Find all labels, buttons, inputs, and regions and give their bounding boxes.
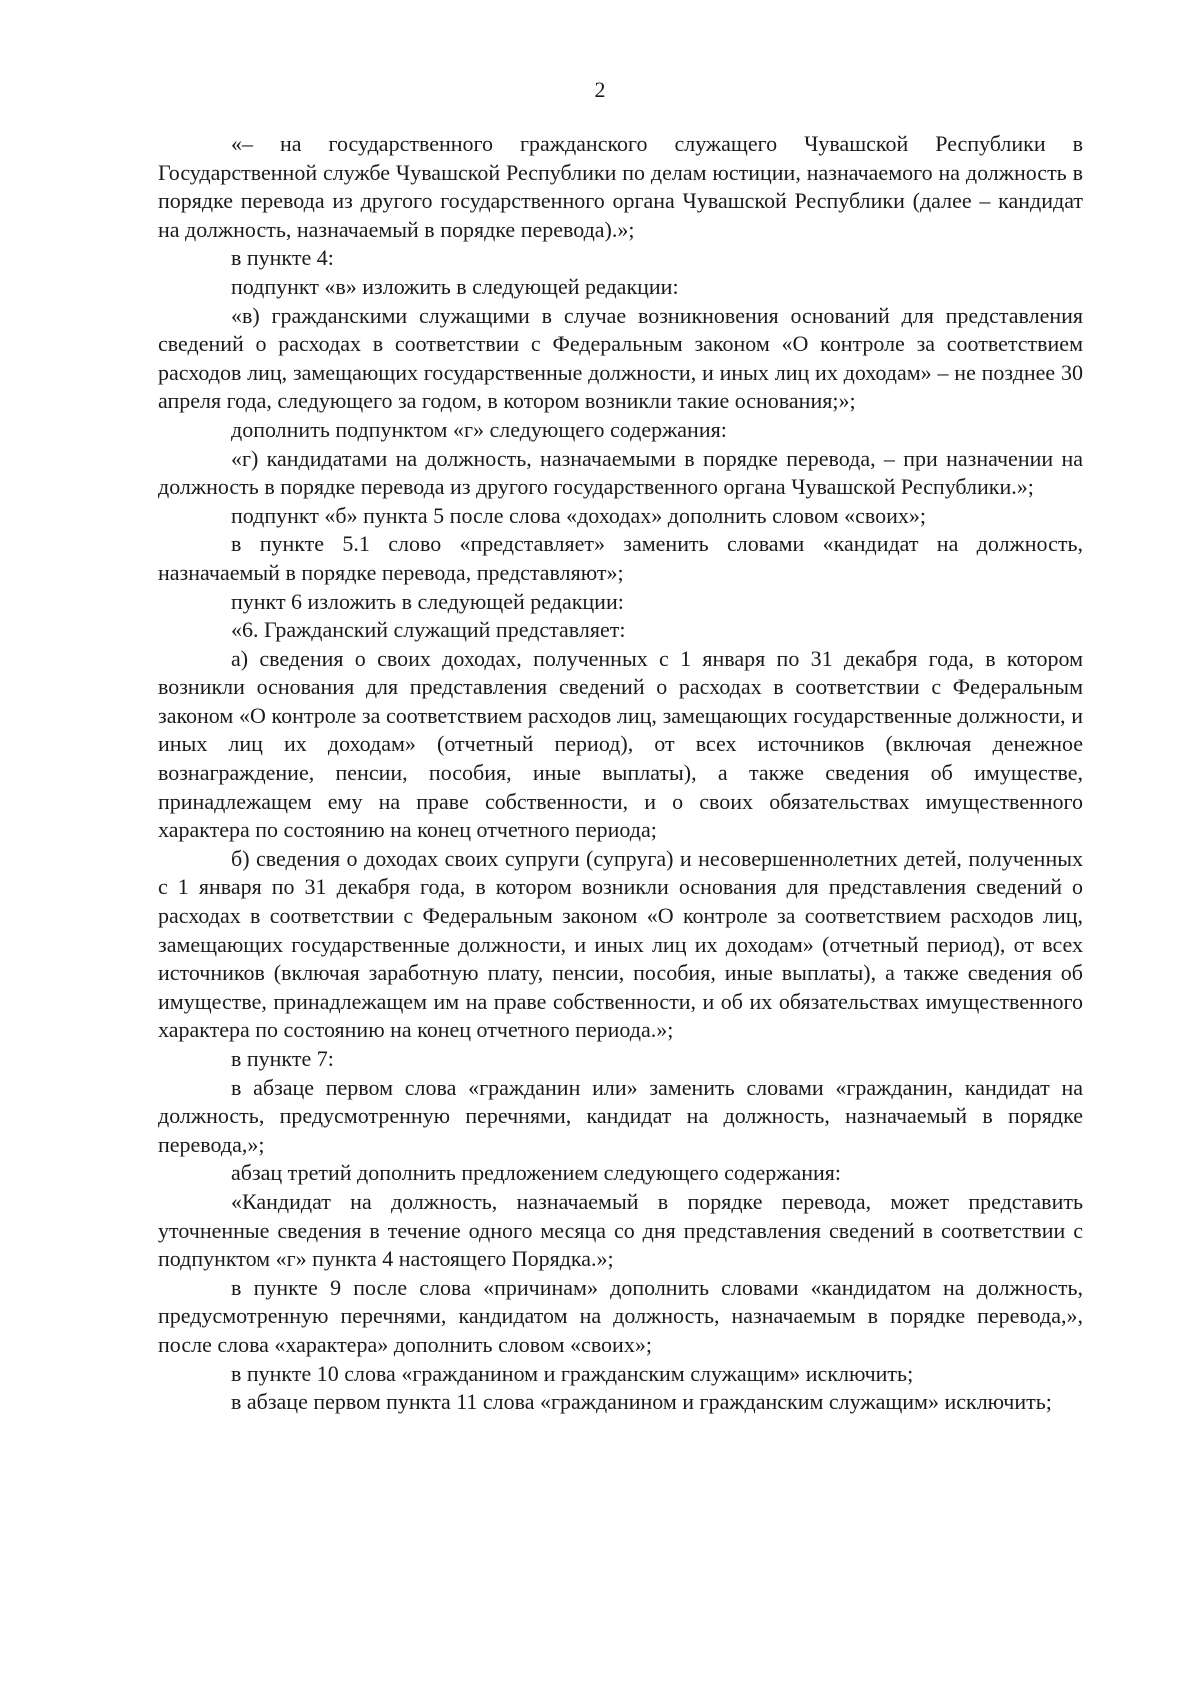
- paragraph: в абзаце первом слова «гражданин или» заменить словами «гражданин, кандидат на должность, предусмотренную перечнями, кандидат на должность, назначаемый в порядке перевода,»;: [158, 1074, 1083, 1157]
- paragraph: в абзаце первом пункта 11 слова «гражданином и гражданским служащим» исключить;: [231, 1389, 1052, 1415]
- paragraph: а) сведения о своих доходах, полученных с 1 января по 31 декабря года, в котором возникли основания для представления сведений о расходах в соответствии с Федеральным законом «О контроле за соответствием расходов лиц, замещающих государственные должности, и иных лиц их доходам» (отчетный период), от всех источников (включая денежное вознаграждение, пенсии, пособия, иные выплаты), а также сведения об имуществе, принадлежащем ему на праве собственности, и о своих обязательствах имущественного характера по состоянию на конец отчетного периода;: [158, 645, 1083, 843]
- paragraph: подпункт «в» изложить в следующей редакции:: [231, 273, 679, 299]
- paragraph: «г) кандидатами на должность, назначаемыми в порядке перевода, – при назначении на должность в порядке перевода из другого государственного органа Чувашской Республики.»;: [158, 445, 1083, 500]
- paragraph: «в) гражданскими служащими в случае возникновения оснований для представления сведений о расходах в соответствии с Федеральным законом «О контроле за соответствием расходов лиц, замещающих государственные должности, и иных лиц их доходам» – не позднее 30 апреля года, следующего за годом, в котором возникли такие основания;»;: [158, 302, 1083, 414]
- paragraph: в пункте 10 слова «гражданином и гражданским служащим» исключить;: [231, 1360, 914, 1386]
- paragraph: б) сведения о доходах своих супруги (супруга) и несовершеннолетних детей, полученных с 1 января по 31 декабря года, в котором возникли основания для представления сведений о расходах в соответствии с Федеральным законом «О контроле за соответствием расходов лиц, замещающих государственные должности, и иных лиц их доходам» (отчетный период), от всех источников (включая заработную плату, пенсии, пособия, иные выплаты), а также сведения об имуществе, принадлежащем им на праве собственности, и об их обязательствах имущественного характера по состоянию на конец отчетного периода.»;: [158, 845, 1083, 1043]
- paragraph: в пункте 7:: [231, 1046, 334, 1071]
- paragraph: «6. Гражданский служащий представляет:: [231, 617, 626, 643]
- paragraph: абзац третий дополнить предложением следующего содержания:: [231, 1160, 841, 1186]
- paragraph: в пункте 9 после слова «причинам» дополнить словами «кандидатом на должность, предусмотренную перечнями, кандидатом на должность, назначаемым в порядке перевода,», после слова «характера» дополнить словом «своих»;: [158, 1274, 1083, 1357]
- paragraph: подпункт «б» пункта 5 после слова «доходах» дополнить словом «своих»;: [231, 502, 926, 528]
- paragraph: пункт 6 изложить в следующей редакции:: [231, 588, 624, 614]
- document-body: [158, 130, 1083, 1417]
- paragraph: в пункте 5.1 слово «представляет» заменить словами «кандидат на должность, назначаемый в порядке перевода, представляют»;: [158, 531, 1083, 585]
- paragraph: в пункте 4:: [231, 245, 334, 271]
- paragraph: дополнить подпунктом «г» следующего содержания:: [231, 416, 727, 442]
- paragraph: «Кандидат на должность, назначаемый в порядке перевода, может представить уточненные сведения в течение одного месяца со дня представления сведений в соответствии с подпунктом «г» пункта 4 настоящего Порядка.»;: [158, 1188, 1083, 1272]
- paragraph: «– на государственного гражданского служащего Чувашской Республики в Государственной службе Чувашской Республики по делам юстиции, назначаемого на должность в порядке перевода из другого государственного органа Чувашской Республики (далее – кандидат на должность, назначаемый в порядке перевода).»;: [158, 131, 1083, 242]
- page-number: 2: [594, 77, 606, 102]
